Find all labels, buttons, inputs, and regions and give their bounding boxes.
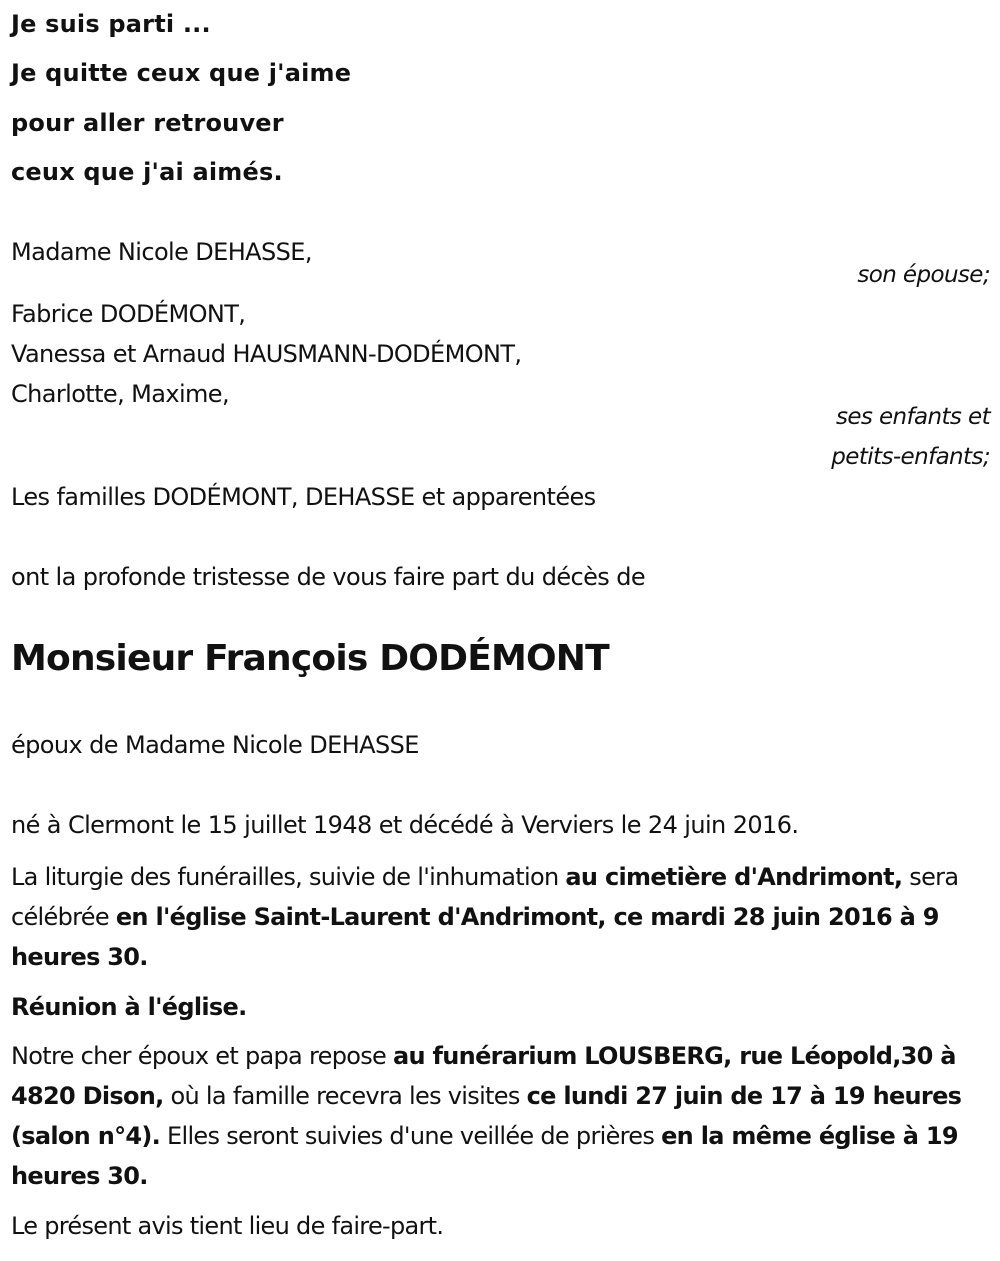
poem-line: ceux que j'ai aimés. xyxy=(11,158,283,186)
church-date-time: en l'église Saint-Laurent d'Andrimont, ce mardi 28 juin 2016 à 9 heures 30. xyxy=(11,903,939,971)
children-role: ses enfants et xyxy=(835,404,990,430)
visitation-text: Notre cher époux et papa repose xyxy=(11,1042,394,1070)
reunion-text: Réunion à l'église. xyxy=(11,993,247,1021)
grandchildren-role: petits-enfants; xyxy=(831,444,990,470)
liturgy-text: La liturgie des funérailles, suivie de l'inhumation xyxy=(11,863,566,891)
announcement-intro: ont la profonde tristesse de vous faire part du décès de xyxy=(11,563,646,591)
spouse-of-line: époux de Madame Nicole DEHASSE xyxy=(11,731,419,759)
liturgy-paragraph xyxy=(11,857,996,977)
spouse-role: son épouse; xyxy=(857,262,990,288)
child-name: Vanessa et Arnaud HAUSMANN-DODÉMONT, xyxy=(11,340,522,368)
vigil-text: Elles seront suivies d'une veillée de prières xyxy=(160,1122,662,1150)
vigil-location-time: en la même église à 19 heures 30. xyxy=(11,1122,958,1190)
deceased-name: Monsieur François DODÉMONT xyxy=(11,638,609,679)
visitation-paragraph xyxy=(11,1036,996,1196)
spouse-name: Madame Nicole DEHASSE, xyxy=(11,238,312,266)
poem-line: pour aller retrouver xyxy=(11,109,284,137)
families-line: Les familles DODÉMONT, DEHASSE et apparentées xyxy=(11,483,596,511)
visitation-text: où la famille recevra les visites xyxy=(163,1082,527,1110)
funeral-home-address: au funérarium LOUSBERG, rue Léopold,30 à 4820 Dison, xyxy=(11,1042,956,1110)
closing-line: Le présent avis tient lieu de faire-part. xyxy=(11,1212,444,1240)
birth-death-line: né à Clermont le 15 juillet 1948 et décédé à Verviers le 24 juin 2016. xyxy=(11,811,799,839)
liturgy-text: sera célébrée xyxy=(11,863,959,931)
child-name: Fabrice DODÉMONT, xyxy=(11,300,246,328)
poem-line: Je suis parti ... xyxy=(11,10,211,38)
reunion-line xyxy=(11,987,996,1027)
cemetery-location: au cimetière d'Andrimont, xyxy=(565,863,903,891)
grandchildren-names: Charlotte, Maxime, xyxy=(11,380,229,408)
poem-line: Je quitte ceux que j'aime xyxy=(11,59,352,87)
visitation-date-time: ce lundi 27 juin de 17 à 19 heures (salon n°4). xyxy=(11,1082,962,1150)
